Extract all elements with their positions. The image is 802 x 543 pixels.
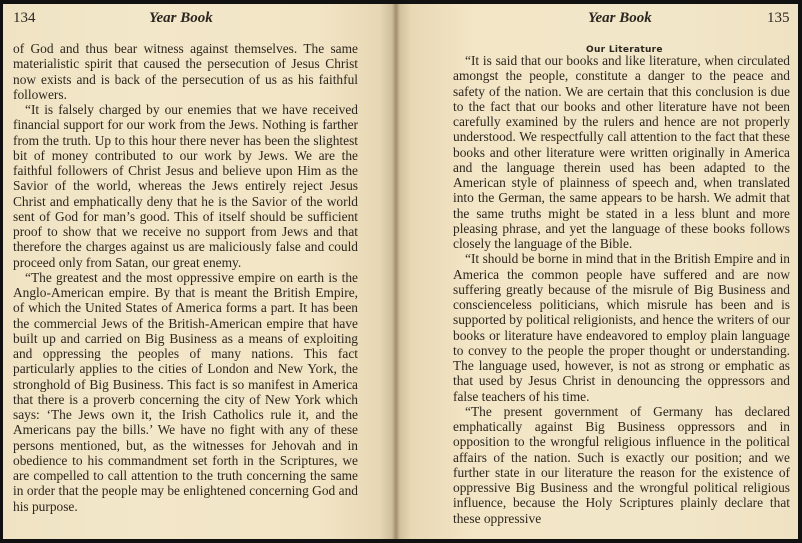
paragraph: “It is said that our books and like literature, when circulated amongst the people, constitute a danger to the peace and safety of the nation. We are certain that this conclusion is due to the fact that our books and other literature have not been carefully examined by the rulers and hence are not properly understood. We respectfully call attention to the fact that these books and other literature were written originally in America and the language therein used has been adapted to the American style of plainness of speech and, when translated into the German, the same appears to be harsh. We admit that the same truths might be stated in a less blunt and more pleasing phrase, and yet the language of these books follows closely the language of the Bible. [453, 53, 790, 251]
right-page [395, 4, 798, 539]
page-number: 134 [13, 10, 36, 26]
running-head: Year Book [588, 10, 652, 26]
right-page-body [453, 53, 790, 526]
paragraph: of God and thus bear witness against themselves. The same materialistic spirit that caused the persecution of Jesus Christ now exists and is back of the persecution of us as his faithful followers. [13, 41, 358, 102]
paragraph: “It should be borne in mind that in the British Empire and in America the common people have suffered and are now suffering greatly because of the misrule of Big Business and conscienceless politicians, which misrule has been and is supported by political religionists, and hence the writers of our books or literature have endeavored to employ plain language to convey to the people the proper thought or understanding. The language used, however, is not as strong or emphatic as that used by Jesus Christ in denouncing the oppressors and false teachers of his time. [453, 251, 790, 404]
book-gutter [392, 4, 400, 539]
section-heading: Our Literature [586, 45, 663, 55]
page-number: 135 [767, 10, 790, 26]
paragraph: “The greatest and the most oppressive empire on earth is the Anglo-American empire. By that is meant the British Empire, of which the United States of America forms a part. It has been the commercial Jews of the British-American empire that have built up and carried on Big Business as a means of exploiting and oppressing the peoples of many nations. This fact particularly applies to the cities of London and New York, the stronghold of Big Business. This fact is so manifest in America that there is a proverb concerning the city of New York which says: ‘The Jews own it, the Irish Catholics rule it, and the Americans pay the bills.’ We have no fight with any of these persons mentioned, but, as the witnesses for Jehovah and in obedience to his commandment set forth in the Scriptures, we are compelled to call attention to the truth concerning the same in order that the people may be enlightened concerning God and his purpose. [13, 269, 358, 514]
running-head: Year Book [149, 10, 213, 26]
left-page-body [13, 41, 358, 514]
paragraph: “The present government of Germany has declared emphatically against Big Business oppressors and in opposition to the wrongful religious influence in the political affairs of the nation. Such is exactly our position; and we further state in our literature the reason for the existence of oppressive Big Business and the wrongful political religious influence, because the Holy Scriptures plainly declare that these oppressive [453, 403, 790, 526]
paragraph: “It is falsely charged by our enemies that we have received financial support for our work from the Jews. Nothing is farther from the truth. Up to this hour there never has been the slightest bit of money contributed to our work by Jews. We are the faithful followers of Christ Jesus and believe upon Him as the Savior of the world, whereas the Jews entirely reject Jesus Christ and emphatically deny that he is the Savior of the world sent of God for man’s good. This of itself should be sufficient proof to show that we receive no support from Jews and that therefore the charges against us are maliciously false and could proceed only from Satan, our great enemy. [13, 102, 358, 270]
left-page [3, 4, 395, 539]
